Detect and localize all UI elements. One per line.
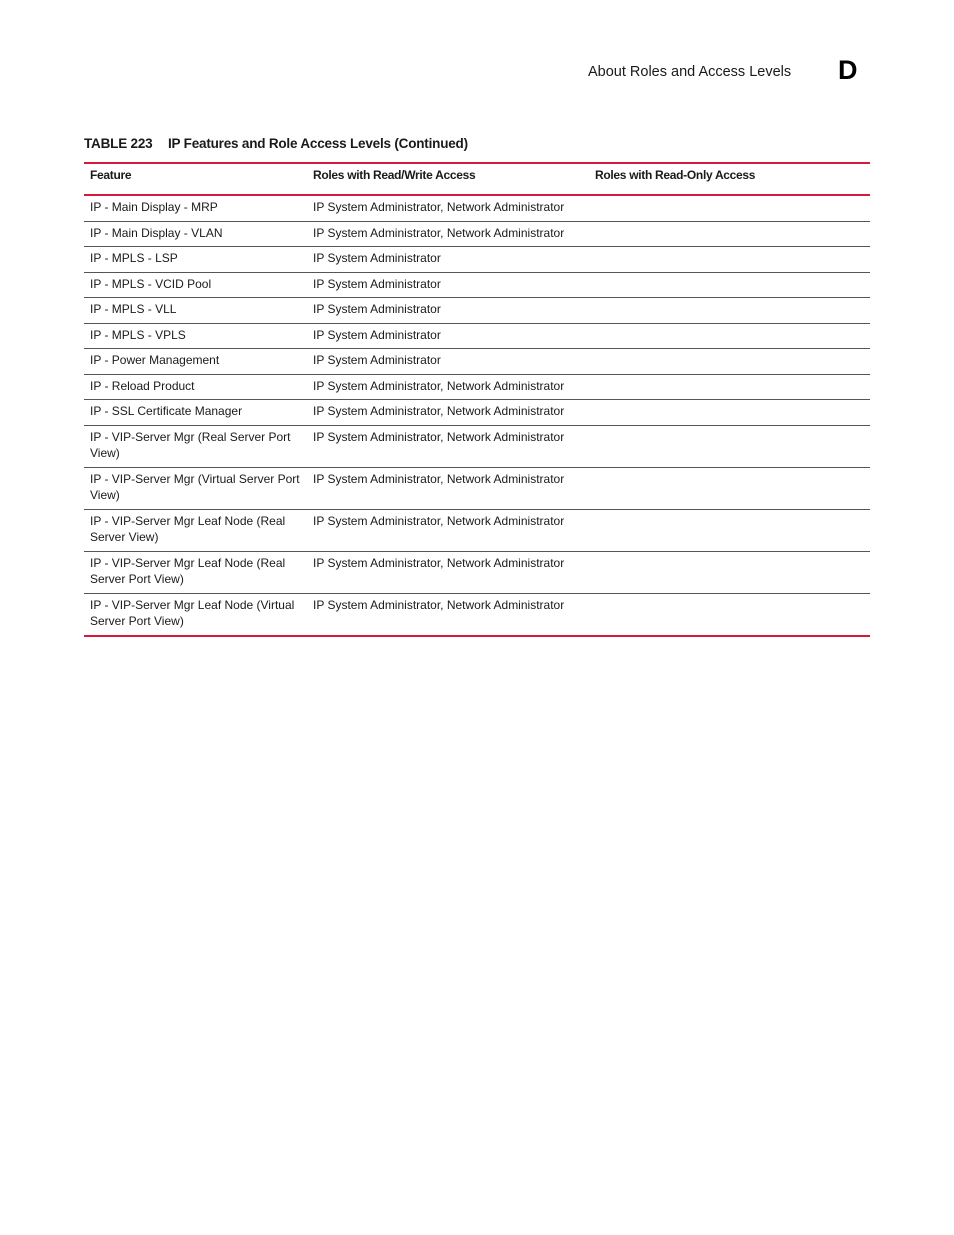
feature-cell: IP - MPLS - VCID Pool xyxy=(84,272,307,298)
read-only-cell xyxy=(589,374,870,400)
table-caption xyxy=(84,136,468,151)
table-row xyxy=(84,467,870,509)
read-only-cell xyxy=(589,221,870,247)
table-row xyxy=(84,298,870,324)
table-row xyxy=(84,323,870,349)
feature-cell: IP - VIP-Server Mgr (Virtual Server Port View) xyxy=(84,467,307,509)
table-row xyxy=(84,247,870,273)
table-row xyxy=(84,221,870,247)
read-only-cell xyxy=(589,467,870,509)
read-only-cell xyxy=(589,593,870,636)
appendix-letter: D xyxy=(838,55,858,85)
table-row xyxy=(84,425,870,467)
feature-cell: IP - SSL Certificate Manager xyxy=(84,400,307,426)
read-write-cell: IP System Administrator xyxy=(307,323,589,349)
read-only-cell xyxy=(589,272,870,298)
feature-cell: IP - VIP-Server Mgr Leaf Node (Real Server View) xyxy=(84,509,307,551)
read-only-cell xyxy=(589,323,870,349)
read-only-cell xyxy=(589,551,870,593)
feature-cell: IP - VIP-Server Mgr Leaf Node (Virtual Server Port View) xyxy=(90,597,295,628)
table-title: IP Features and Role Access Levels (Continued) xyxy=(168,136,468,151)
read-only-cell xyxy=(589,298,870,324)
read-only-cell xyxy=(589,509,870,551)
running-header-title: About Roles and Access Levels xyxy=(588,64,792,80)
feature-cell: IP - Reload Product xyxy=(84,374,307,400)
read-write-cell: IP System Administrator, Network Administrator xyxy=(307,400,589,426)
table-row xyxy=(84,509,870,551)
read-write-cell: IP System Administrator, Network Administrator xyxy=(307,425,589,467)
feature-cell: IP - Main Display - VLAN xyxy=(84,221,307,247)
read-write-cell: IP System Administrator, Network Administrator xyxy=(307,467,589,509)
table-row xyxy=(84,400,870,426)
read-write-cell: IP System Administrator xyxy=(307,349,589,375)
read-only-cell xyxy=(589,349,870,375)
read-write-cell: IP System Administrator, Network Administrator xyxy=(307,195,589,221)
table-row xyxy=(84,195,870,221)
table-row xyxy=(84,551,870,593)
read-write-cell: IP System Administrator, Network Administrator xyxy=(307,374,589,400)
feature-cell: IP - VIP-Server Mgr (Real Server Port View) xyxy=(84,425,307,467)
feature-cell: IP - Power Management xyxy=(84,349,307,375)
read-only-cell xyxy=(589,400,870,426)
table-header-row xyxy=(84,163,870,195)
feature-cell: IP - MPLS - VPLS xyxy=(84,323,307,349)
feature-cell: IP - MPLS - LSP xyxy=(84,247,307,273)
column-header-feature: Feature xyxy=(84,163,307,195)
features-table xyxy=(84,162,870,637)
read-only-cell xyxy=(589,195,870,221)
read-write-cell: IP System Administrator, Network Administrator xyxy=(307,509,589,551)
table-row xyxy=(84,593,870,636)
read-write-cell: IP System Administrator, Network Administrator xyxy=(307,221,589,247)
read-only-cell xyxy=(589,425,870,467)
read-write-cell: IP System Administrator xyxy=(307,272,589,298)
column-header-read-write: Roles with Read/Write Access xyxy=(307,163,589,195)
column-header-read-only: Roles with Read-Only Access xyxy=(589,163,870,195)
table-row xyxy=(84,374,870,400)
table-row xyxy=(84,349,870,375)
feature-cell: IP - MPLS - VLL xyxy=(84,298,307,324)
table-number: TABLE 223 xyxy=(84,136,153,151)
feature-cell: IP - Main Display - MRP xyxy=(84,195,307,221)
table-row xyxy=(84,272,870,298)
read-write-cell: IP System Administrator xyxy=(307,247,589,273)
feature-cell: IP - VIP-Server Mgr Leaf Node (Real Server Port View) xyxy=(84,551,307,593)
read-write-cell: IP System Administrator xyxy=(307,298,589,324)
read-write-cell: IP System Administrator, Network Administrator xyxy=(307,551,589,593)
read-write-cell: IP System Administrator, Network Administrator xyxy=(313,597,565,612)
read-only-cell xyxy=(589,247,870,273)
